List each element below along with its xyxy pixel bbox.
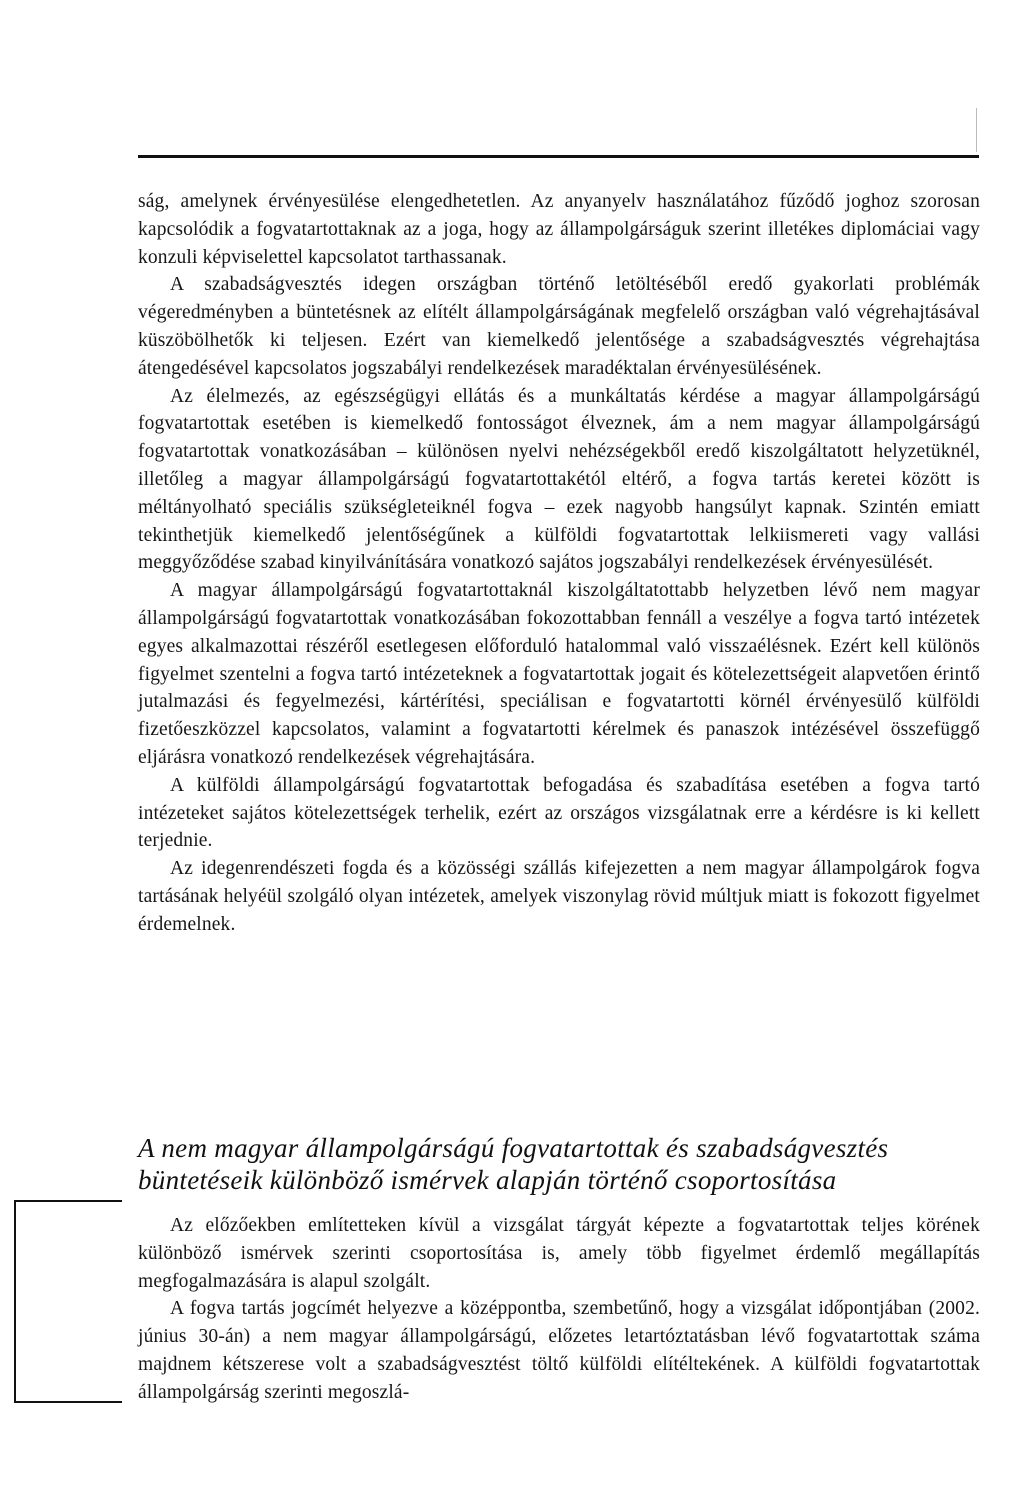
paragraph-4: A magyar állampolgárságú fogvatartottaknál kiszolgáltatottabb helyzetben lévő nem magyar állampolgárságú fogvatartottak vonatkozásában fokozottabban fennáll a veszélye a fogva tartó intézetek egyes alkalmazottai részéről esetlegesen előforduló hatalommal való visszaélésnek. Ezért kell különös figyelmet szentelni a fogva tartó intézeteknek a fogvatartottak jogait és kötelezettségeit alapvetően érintő jutalmazási és fegyelmezési, kártérítési, speciálisan e fogvatartotti körnél érvényesülő külföldi fizetőeszközzel kapcsolatos, valamint a fogvatartotti kérelmek és panaszok intézésével összefüggő eljárásra vonatkozó rendelkezések végrehajtására. bbox=[138, 580, 980, 768]
section-paragraph-2: A fogva tartás jogcímét helyezve a középpontba, szembetűnő, hogy a vizsgálat időpontjában (2002. június 30-án) a nem magyar állampolgárságú, előzetes letartóztatásban lévő fogvatartottak száma majdnem kétszerese volt a szabadságvesztést töltő külföldi elítéltekének. A külföldi fogvatartottak állampolgárság szerinti megoszlá- bbox=[138, 1298, 980, 1403]
header-rule bbox=[138, 155, 979, 158]
section-paragraph-1: Az előzőekben említetteken kívül a vizsgálat tárgyát képezte a fogvatartottak teljes körének különböző ismérvek szerinti csoportosítása is, amely több figyelmet érdemlő megállapítás megfogalmazására is alapul szolgált. bbox=[138, 1215, 980, 1292]
section-heading: A nem magyar állampolgárságú fogvatartottak és szabadságvesztés büntetéseik különböző ismérvek alapján történő csoportosítása bbox=[138, 1133, 889, 1195]
paragraph-2: A szabadságvesztés idegen országban történő letöltéséből eredő gyakorlati problémák végeredményben a büntetésnek az elítélt állampolgárságának megfelelő országban való végrehajtásával küszöbölhetők ki teljesen. Ezért van kiemelkedő jelentősége a szabadságvesztés végrehajtása átengedésével kapcsolatos jogszabályi rendelkezések maradéktalan érvényesülésének. bbox=[138, 274, 980, 379]
paragraph-6: Az idegenrendészeti fogda és a közösségi szállás kifejezetten a nem magyar állampolgárok fogva tartásának helyéül szolgáló olyan intézetek, amelyek viszonylag rövid múltjuk miatt is fokozott figyelmet érdemelnek. bbox=[138, 858, 980, 935]
paragraph-5: A külföldi állampolgárságú fogvatartottak befogadása és szabadítása esetében a fogva tartó intézeteket sajátos kötelezettségek terhelik, ezért az országos vizsgálatnak erre a kérdésre is ki kellett terjednie. bbox=[138, 774, 980, 852]
body-text bbox=[138, 188, 980, 939]
margin-box bbox=[14, 1200, 122, 1403]
page-edge-mark bbox=[976, 108, 977, 152]
paragraph-1: ság, amelynek érvényesülése elengedhetetlen. Az anyanyelv használatához fűződő joghoz szorosan kapcsolódik a fogvatartottaknak az a joga, hogy az állampolgárságuk szerint illetékes diplomáciai vagy konzuli képviselettel kapcsolatot tarthassanak. bbox=[138, 191, 980, 268]
paragraph-3: Az élelmezés, az egészségügyi ellátás és a munkáltatás kérdése a magyar állampolgárságú fogvatartottak esetében is kiemelkedő fontosságot élveznek, ám a nem magyar állampolgárságú fogvatartottak vonatkozásában – különösen nyelvi nehézségekből eredő kiszolgáltatott helyzetüknél, illetőleg a magyar állampolgárságú fogvatartottakétól eltérő, a fogva tartás keretei között is méltányolható speciális szükségleteiknél fogva – ezek nagyobb hangsúlyt kapnak. Szintén emiatt tekinthetjük kiemelkedő jelentőségűnek a külföldi fogvatartottak lelkiismereti vagy vallási meggyőződése szabad kinyilvánítására vonatkozó sajátos jogszabályi rendelkezések érvényesülését. bbox=[138, 385, 980, 574]
section-body bbox=[138, 1212, 980, 1407]
